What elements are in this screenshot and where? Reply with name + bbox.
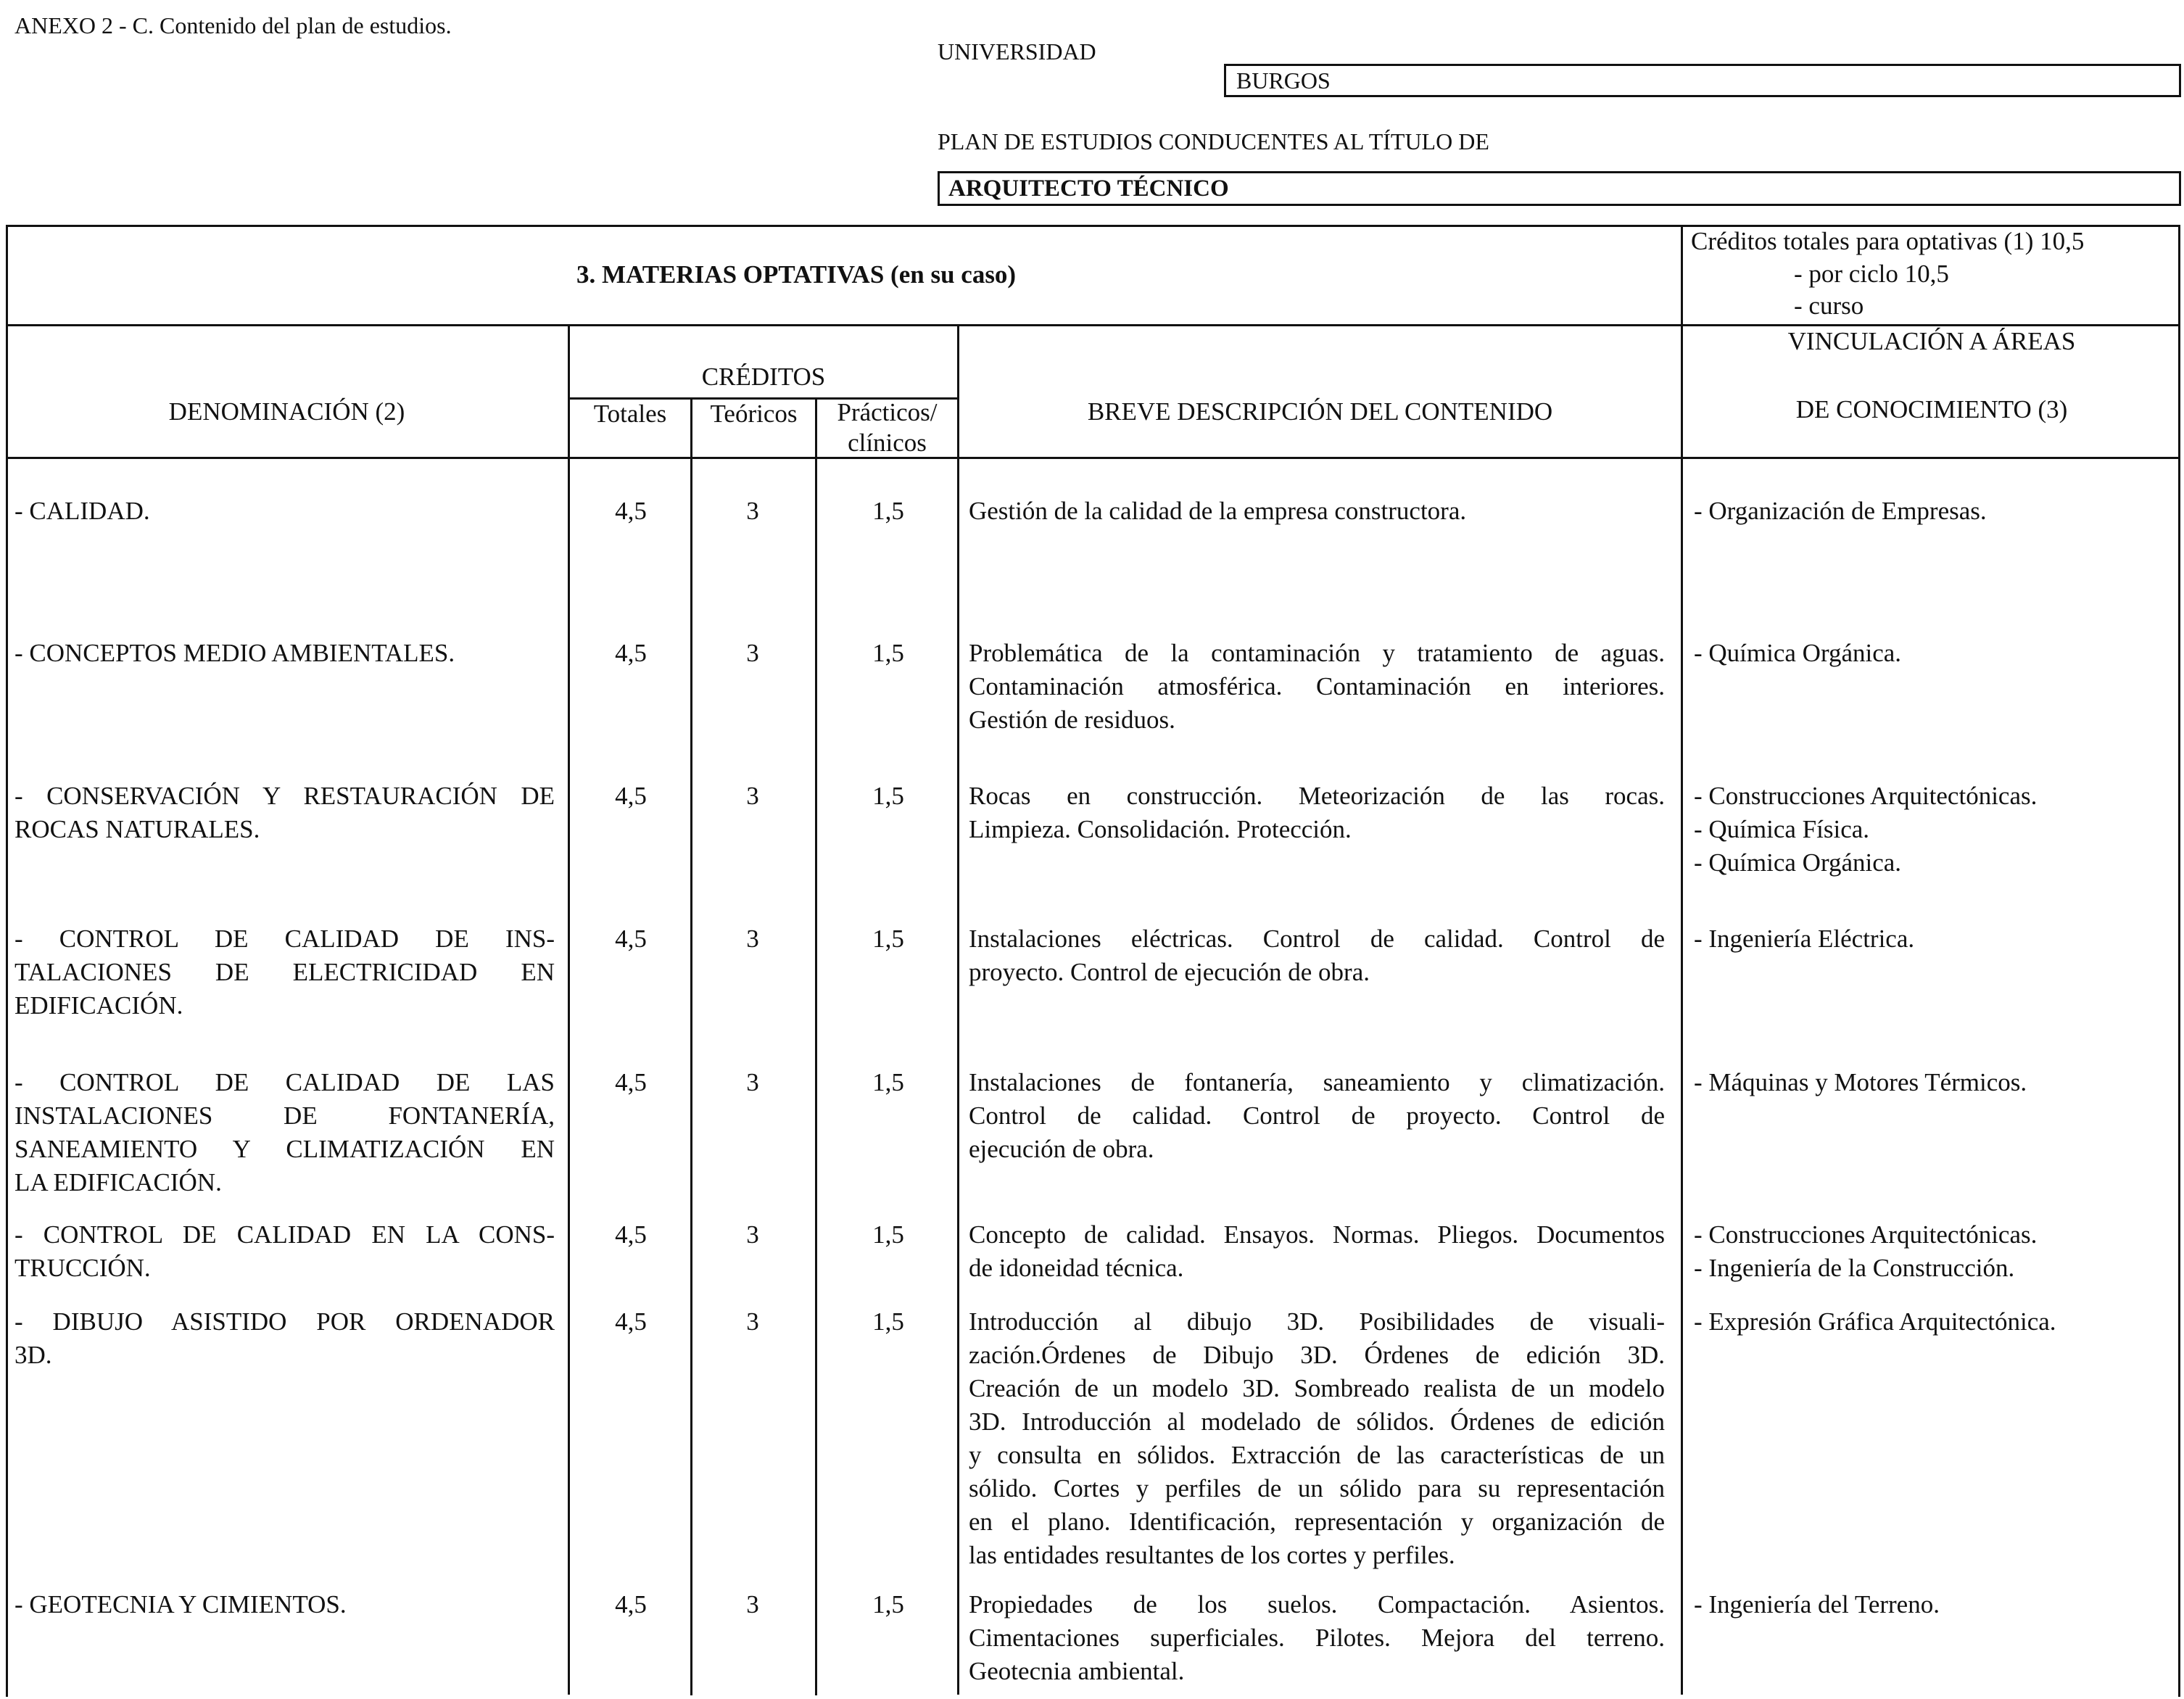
knowledge-areas	[1694, 637, 2172, 670]
credits-totales: 4,5	[615, 497, 647, 525]
subject-name-line: - CALIDAD.	[15, 497, 150, 525]
subject-description	[969, 637, 1665, 737]
description-line: Creación de un modelo 3D. Sombreado realista de un modelo	[969, 1374, 1665, 1402]
description-line: Problemática de la contaminación y tratamiento de aguas.	[969, 639, 1665, 667]
header-divider	[6, 457, 2180, 459]
subject-name-line: - CONTROL DE CALIDAD EN LA CONS-	[15, 1220, 555, 1249]
col-divider-3	[815, 397, 817, 1695]
col-practicos	[817, 397, 957, 458]
description-line: Limpieza. Consolidación. Protección.	[969, 815, 1352, 843]
area-line: - Construcciones Arquitectónicas.	[1694, 782, 2038, 810]
credits-teoricos: 3	[746, 925, 759, 953]
col-descripcion: BREVE DESCRIPCIÓN DEL CONTENIDO	[1087, 397, 1553, 426]
university-value: BURGOS	[1236, 67, 1331, 94]
description-line: Concepto de calidad. Ensayos. Normas. Pliegos. Documentos	[969, 1220, 1665, 1249]
subject-name	[15, 1588, 555, 1621]
area-line: - Expresión Gráfica Arquitectónica.	[1694, 1307, 2056, 1336]
credits-practicos: 1,5	[872, 782, 904, 810]
subject-name	[15, 1066, 555, 1199]
col-vinculacion-line1: VINCULACIÓN A ÁREAS	[1787, 327, 2076, 355]
description-line: Control de calidad. Control de proyecto. Control de	[969, 1101, 1665, 1130]
credits-teoricos: 3	[746, 1590, 759, 1619]
subject-description	[969, 780, 1665, 846]
credits-practicos: 1,5	[872, 1307, 904, 1336]
credits-totales: 4,5	[615, 925, 647, 953]
total-credits-line: Créditos totales para optativas (1) 10,5	[1691, 227, 2085, 255]
subject-name	[15, 495, 555, 528]
description-line: ejecución de obra.	[969, 1135, 1154, 1163]
credits-totales: 4,5	[615, 1220, 647, 1249]
credits-teoricos: 3	[746, 782, 759, 810]
subject-name-line: 3D.	[15, 1341, 52, 1369]
description-line: Contaminación atmosférica. Contaminación en interiores.	[969, 672, 1665, 700]
subject-name-line: EDIFICACIÓN.	[15, 991, 183, 1020]
credits-totales: 4,5	[615, 1068, 647, 1096]
subject-description	[969, 1066, 1665, 1166]
description-line: Cimentaciones superficiales. Pilotes. Mejora del terreno.	[969, 1624, 1665, 1652]
description-line: de idoneidad técnica.	[969, 1254, 1184, 1282]
knowledge-areas	[1694, 780, 2172, 880]
knowledge-areas	[1694, 1588, 2172, 1621]
knowledge-areas	[1694, 1305, 2172, 1339]
description-line: las entidades resultantes de los cortes y perfiles.	[969, 1541, 1455, 1569]
subject-name-line: SANEAMIENTO Y CLIMATIZACIÓN EN	[15, 1135, 555, 1163]
credits-totales: 4,5	[615, 782, 647, 810]
credits-teoricos: 3	[746, 1307, 759, 1336]
total-credits	[1691, 225, 2084, 322]
col-practicos-line2: clínicos	[848, 429, 927, 457]
credits-totales: 4,5	[615, 639, 647, 667]
description-line: sólido. Cortes y perfiles de un sólido para su representación	[969, 1474, 1665, 1502]
credits-totales: 4,5	[615, 1590, 647, 1619]
area-line: - Ingeniería de la Construcción.	[1694, 1254, 2015, 1282]
subject-description	[969, 922, 1665, 989]
area-line: - Organización de Empresas.	[1694, 497, 1987, 525]
description-line: Propiedades de los suelos. Compactación. Asientos.	[969, 1590, 1665, 1619]
knowledge-areas	[1694, 1218, 2172, 1285]
area-line: - Química Física.	[1694, 815, 1870, 843]
col-vinculacion	[1683, 325, 2180, 426]
plan-label: PLAN DE ESTUDIOS CONDUCENTES AL TÍTULO DE	[938, 128, 1489, 154]
credits-teoricos: 3	[746, 639, 759, 667]
subject-name-line: - CONTROL DE CALIDAD DE LAS	[15, 1068, 555, 1096]
col-divider-4	[957, 324, 959, 1695]
subject-description	[969, 1218, 1665, 1285]
col-practicos-line1: Prácticos/	[837, 398, 938, 426]
subject-name	[15, 1305, 555, 1372]
knowledge-areas	[1694, 1066, 2172, 1099]
annex-heading: ANEXO 2 - C. Contenido del plan de estudios.	[15, 12, 452, 38]
description-line: zación.Órdenes de Dibujo 3D. Órdenes de edición 3D.	[969, 1341, 1665, 1369]
subject-name-line: - CONTROL DE CALIDAD DE INS-	[15, 925, 555, 953]
col-divider-2	[690, 397, 692, 1695]
description-line: 3D. Introducción al modelado de sólidos. Órdenes de edición	[969, 1407, 1665, 1436]
subject-name	[15, 780, 555, 846]
col-vinculacion-line2: DE CONOCIMIENTO (3)	[1795, 395, 2068, 423]
section-title: 3. MATERIAS OPTATIVAS (en su caso)	[576, 260, 1017, 289]
subject-name-line: INSTALACIONES DE FONTANERÍA,	[15, 1101, 555, 1130]
col-divider-5	[1681, 324, 1683, 1695]
col-creditos: CRÉDITOS	[701, 363, 826, 391]
subject-name-line: TALACIONES DE ELECTRICIDAD EN	[15, 958, 555, 986]
credits-practicos: 1,5	[872, 639, 904, 667]
subject-name-line: - CONSERVACIÓN Y RESTAURACIÓN DE	[15, 782, 555, 810]
description-line: Rocas en construcción. Meteorización de las rocas.	[969, 782, 1665, 810]
knowledge-areas	[1694, 495, 2172, 528]
subject-name-line: TRUCCIÓN.	[15, 1254, 151, 1282]
area-line: - Química Orgánica.	[1694, 639, 1902, 667]
col-totales: Totales	[593, 400, 667, 428]
cycle-credits-line: - por ciclo 10,5	[1794, 260, 1949, 288]
subject-description	[969, 1588, 1665, 1688]
area-line: - Ingeniería Eléctrica.	[1694, 925, 1915, 953]
subject-name-line: - CONCEPTOS MEDIO AMBIENTALES.	[15, 639, 455, 667]
col-teoricos: Teóricos	[710, 400, 798, 428]
credits-practicos: 1,5	[872, 1590, 904, 1619]
course-credits-line: - curso	[1794, 292, 1864, 320]
subject-name	[15, 1218, 555, 1285]
credits-teoricos: 3	[746, 497, 759, 525]
description-line: y consulta en sólidos. Extracción de las características de un	[969, 1441, 1665, 1469]
credits-totales: 4,5	[615, 1307, 647, 1336]
subject-description	[969, 1305, 1665, 1572]
section-credits-divider	[1681, 225, 1683, 324]
area-line: - Máquinas y Motores Térmicos.	[1694, 1068, 2027, 1096]
description-line: Geotecnia ambiental.	[969, 1657, 1185, 1685]
subject-description	[969, 495, 1665, 528]
university-field	[1224, 64, 2181, 97]
credits-practicos: 1,5	[872, 1068, 904, 1096]
university-label: UNIVERSIDAD	[938, 38, 1096, 65]
description-line: proyecto. Control de ejecución de obra.	[969, 958, 1370, 986]
subject-name-line: - DIBUJO ASISTIDO POR ORDENADOR	[15, 1307, 555, 1336]
credits-practicos: 1,5	[872, 497, 904, 525]
subject-name	[15, 637, 555, 670]
description-line: Gestión de residuos.	[969, 706, 1175, 734]
description-line: en el plano. Identificación, representación y organización de	[969, 1508, 1665, 1536]
subject-name-line: ROCAS NATURALES.	[15, 815, 260, 843]
degree-title: ARQUITECTO TÉCNICO	[948, 175, 1229, 202]
description-line: Introducción al dibujo 3D. Posibilidades de visuali-	[969, 1307, 1665, 1336]
title-field	[938, 171, 2181, 206]
credits-teoricos: 3	[746, 1068, 759, 1096]
col-denominacion: DENOMINACIÓN (2)	[168, 397, 405, 426]
subject-name-line: - GEOTECNIA Y CIMIENTOS.	[15, 1590, 347, 1619]
credits-practicos: 1,5	[872, 1220, 904, 1249]
credits-practicos: 1,5	[872, 925, 904, 953]
col-divider-1	[568, 324, 570, 1695]
description-line: Instalaciones de fontanería, saneamiento y climatización.	[969, 1068, 1665, 1096]
description-line: Instalaciones eléctricas. Control de calidad. Control de	[969, 925, 1665, 953]
knowledge-areas	[1694, 922, 2172, 956]
area-line: - Ingeniería del Terreno.	[1694, 1590, 1940, 1619]
subject-name	[15, 922, 555, 1022]
description-line: Gestión de la calidad de la empresa constructora.	[969, 497, 1467, 525]
credits-teoricos: 3	[746, 1220, 759, 1249]
area-line: - Construcciones Arquitectónicas.	[1694, 1220, 2038, 1249]
area-line: - Química Orgánica.	[1694, 848, 1902, 877]
subject-name-line: LA EDIFICACIÓN.	[15, 1168, 222, 1196]
